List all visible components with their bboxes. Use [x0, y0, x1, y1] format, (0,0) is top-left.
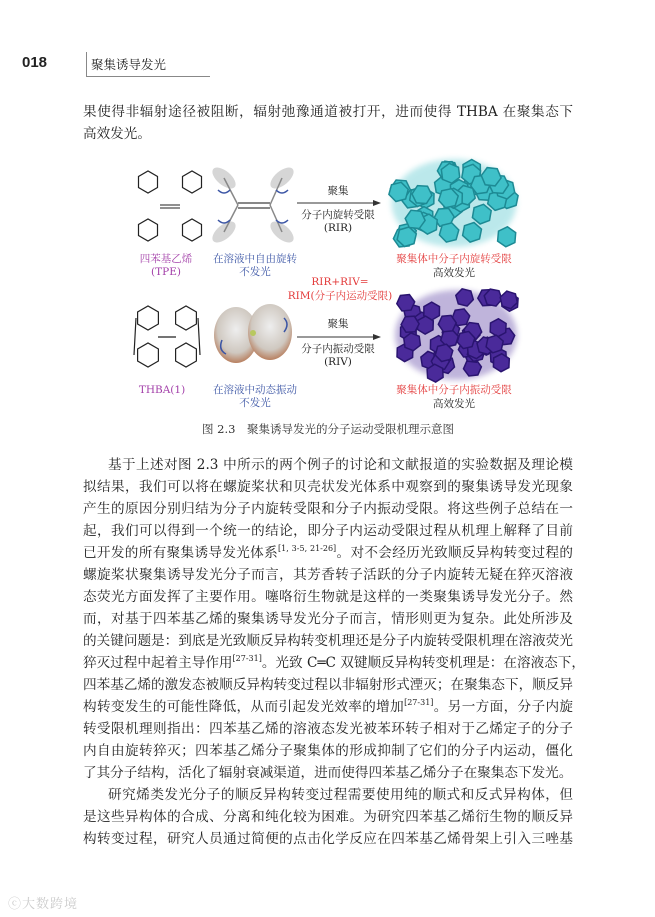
text-segment: 四苯基乙烯的激发态被顺反异构转变过程以非辐射形式湮灭；在聚集态下，顺反异	[83, 677, 573, 693]
tpe-abbr: (TPE)	[151, 266, 181, 278]
hexagon-mark	[404, 333, 421, 351]
aggregate1-title: 聚集体中分子内旋转受限	[396, 253, 512, 265]
arrow2-label-bottom: 分子内振动受限	[301, 343, 375, 355]
tpe-structure	[139, 171, 202, 241]
text-line	[83, 542, 573, 564]
text-segment: 起，我们可以得到一个统一的结论，即分子内运动受限过程从机理上解释了目前	[83, 523, 573, 539]
text-segment: 构转变过程，研究人员通过简便的点击化学反应在四苯基乙烯骨架上引入三唑基	[83, 831, 573, 847]
text-segment: 态荧光方面发挥了主要作用。噻咯衍生物就是这样的一类聚集诱导发光分子。然	[83, 589, 573, 605]
text-segment: 转受限机理则指出：四苯基乙烯的溶液态发光被苯环转子相对于乙烯定子的分子	[83, 721, 573, 737]
text-segment: 内自由旋转猝灭；四苯基乙烯分子聚集体的形成抑制了它们的分子内运动，僵化	[83, 743, 573, 759]
text-line	[83, 564, 573, 586]
tpe-solution-emission: 不发光	[239, 266, 271, 278]
text-line	[83, 608, 573, 630]
text-segment: 。对不会经历光致顺反异构转变过程的	[336, 545, 574, 561]
rim-definition: RIM(分子内运动受限)	[287, 290, 393, 302]
thba-structure	[134, 306, 200, 367]
text-segment: 。光致 C═C 双键顺反异构转变机理是：在溶液态下，	[261, 655, 585, 671]
citation: [27-31]	[404, 698, 434, 707]
hexagon-mark	[397, 295, 415, 311]
watermark-logo: ⓒ大数跨境	[8, 897, 79, 912]
arrow2-label-top: 聚集	[327, 318, 349, 330]
thba-solution-emission: 不发光	[239, 397, 271, 409]
text-line	[83, 498, 573, 520]
thba-label: THBA(1)	[138, 384, 186, 396]
text-segment: 而，对基于四苯基乙烯的聚集诱导发光分子而言，情形则更为复杂。此处所涉及	[83, 611, 573, 627]
text-segment: 构转变发生的可能性降低，从而引起发光效率的增加	[83, 699, 405, 715]
text-line	[83, 740, 573, 762]
arrow1-abbr: (RIR)	[323, 222, 353, 234]
hexagon-mark	[427, 364, 443, 382]
citation: [27-31]	[232, 654, 262, 663]
aggregate2-emission: 高效发光	[433, 398, 475, 410]
hexagon-mark	[438, 315, 456, 331]
text-segment: 果使得非辐射途径被阻断，辐射弛豫通道被打开，进而使得 THBA 在聚集态下	[83, 104, 573, 120]
hexagon-mark	[493, 354, 509, 372]
tpe-label: 四苯基乙烯	[139, 253, 193, 265]
tpe-aggregate-cluster	[389, 159, 518, 247]
arrow1-label-bottom: 分子内旋转受限	[301, 209, 375, 221]
text-line	[83, 476, 573, 498]
text-segment: 高效发光。	[83, 126, 151, 142]
text-line	[83, 630, 573, 652]
text-segment: 基于上述对图 2.3 中所示的两个例子的讨论和文献报道的实验数据及理论模	[108, 457, 573, 473]
aggregate1-emission: 高效发光	[433, 267, 475, 279]
hexagon-mark	[401, 316, 419, 332]
aggregate2-title: 聚集体中分子内振动受限	[396, 384, 512, 396]
hexagon-mark	[418, 316, 434, 334]
arrow2-abbr: (RIV)	[324, 356, 352, 368]
text-segment: 研究烯类发光分子的顺反异构转变过程需要使用纯的顺式和反式异构体，但	[108, 787, 573, 803]
thba-vibration-illustration	[214, 304, 292, 363]
hexagon-mark	[498, 227, 516, 247]
running-header-title: 聚集诱导发光	[91, 57, 167, 72]
text-line	[83, 586, 573, 608]
thba-aggregate-cluster	[395, 289, 518, 382]
text-line	[83, 718, 573, 740]
text-segment: 的关键问题是：到底是光致顺反异构转变机理还是分子内旋转受限机理在溶液荧光	[83, 633, 573, 649]
text-segment: 已开发的所有聚集诱导发光体系	[83, 545, 279, 561]
text-segment: 。另一方面，分子内旋	[433, 699, 574, 715]
thba-solution-state: 在溶液中动态振动	[213, 384, 297, 396]
arrow1-label-top: 聚集	[327, 185, 349, 197]
text-line	[108, 784, 573, 806]
rim-equation: RIR+RIV=	[311, 276, 369, 288]
text-line	[83, 652, 585, 674]
text-segment: 了其分子结构，活化了辐射衰减渠道，进而使得四苯基乙烯分子在聚集态下发光。	[83, 765, 573, 781]
watermark-text: 大数跨境	[22, 897, 79, 912]
tpe-rotation-illustration	[209, 164, 297, 247]
text-line	[83, 806, 573, 828]
hexagon-mark	[412, 186, 432, 204]
citation: [1, 3-5, 21-26]	[278, 544, 337, 553]
text-segment: 猝灭过程中起着主导作用	[83, 655, 233, 671]
text-line	[108, 454, 573, 476]
text-segment: 产生的原因分别归结为分子内旋转受限和分子内振动受限。将这些例子总结在一	[83, 501, 573, 517]
page-number: 018	[22, 54, 48, 71]
text-line	[83, 520, 573, 542]
hexagon-mark	[490, 319, 506, 337]
text-line	[83, 762, 573, 784]
text-segment: 螺旋桨状聚集诱导发光分子而言，其芳香转子活跃的分子内旋转无疑在猝灭溶液	[83, 567, 573, 583]
figure-caption: 图 2.3 聚集诱导发光的分子运动受限机理示意图	[202, 422, 454, 436]
text-line	[83, 674, 573, 696]
text-line	[83, 696, 573, 718]
tpe-solution-state: 在溶液中自由旋转	[213, 253, 297, 265]
text-segment: 是这些异构体的合成、分离和纯化较为困难。为研究四苯基乙烯衍生物的顺反异	[83, 809, 573, 825]
hexagon-mark	[405, 210, 425, 228]
text-line	[83, 828, 573, 850]
text-segment: 拟结果，我们可以将在螺旋桨状和贝壳状发光体系中观察到的聚集诱导发光现象	[83, 479, 573, 495]
